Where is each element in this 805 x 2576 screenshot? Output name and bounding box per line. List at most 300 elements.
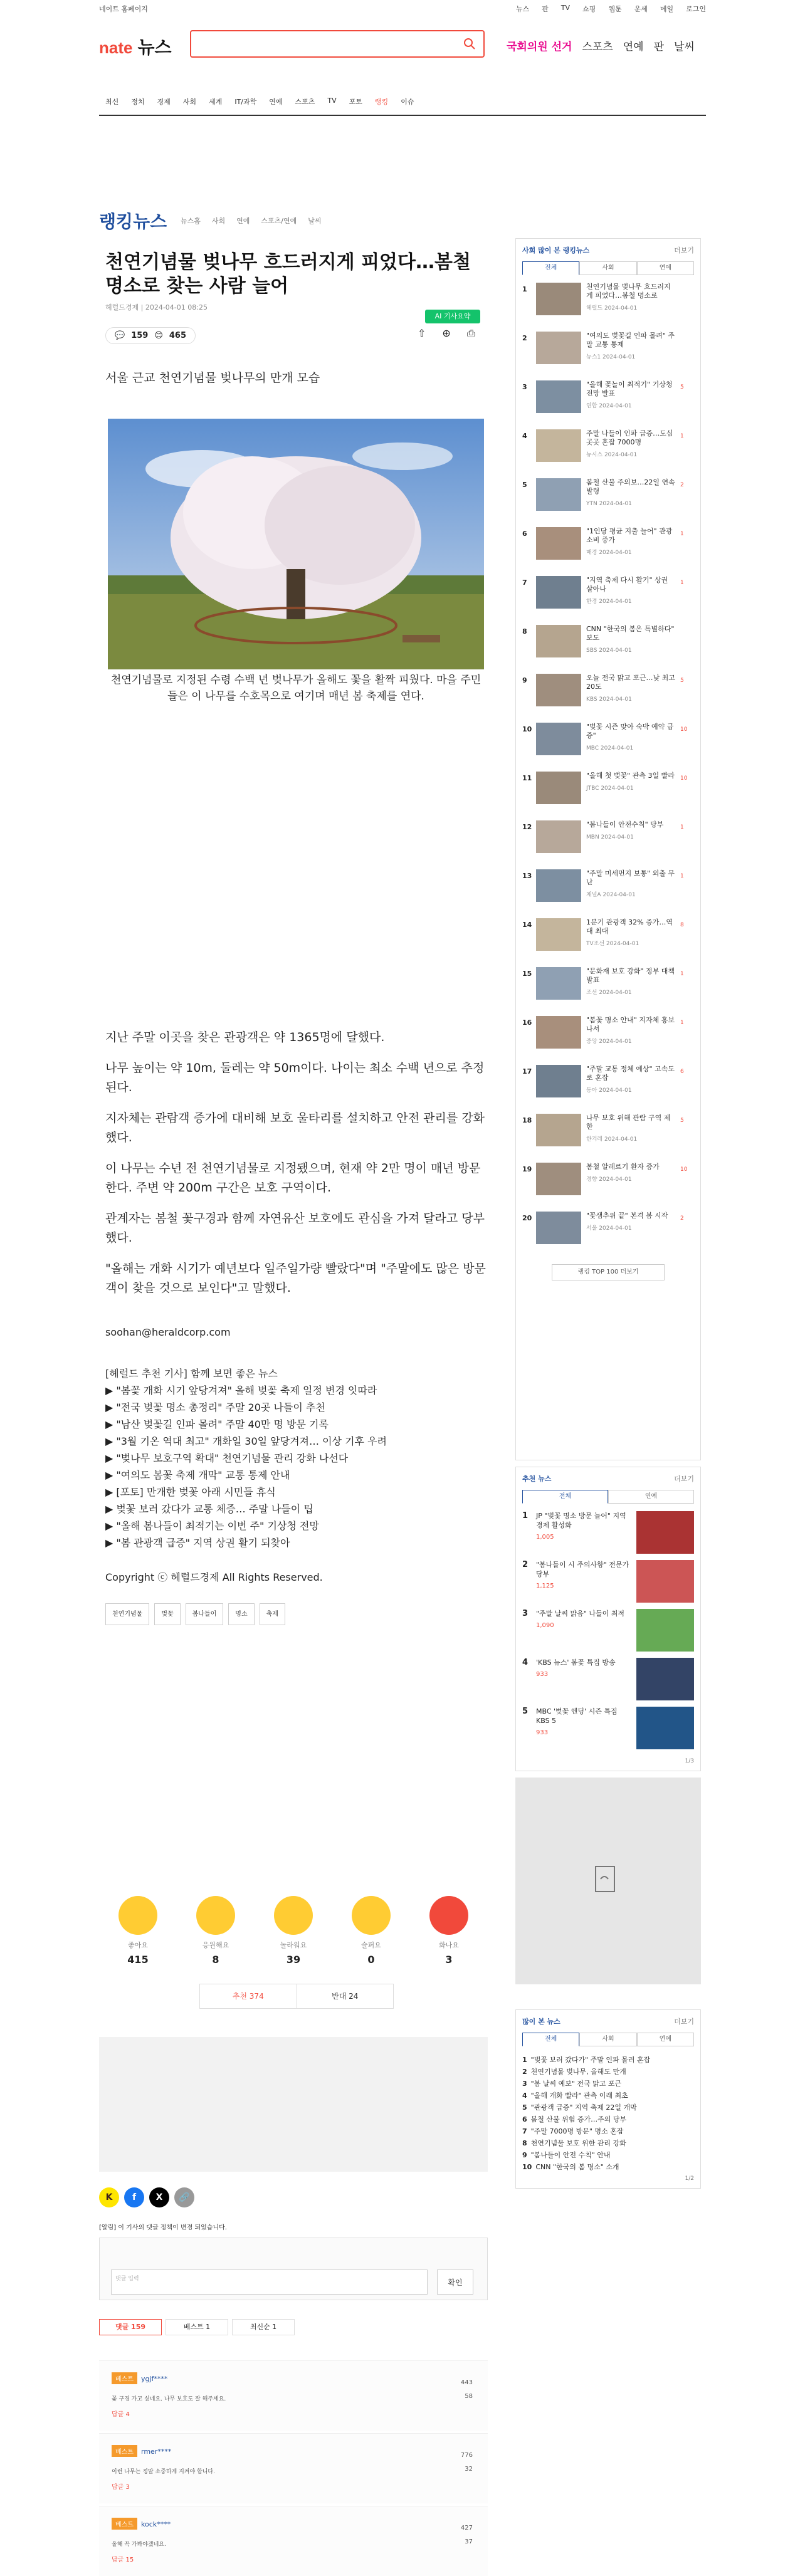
share-bar: [99, 2187, 194, 2207]
rank-text: [586, 1016, 675, 1046]
crumb-item[interactable]: 연예: [236, 217, 250, 225]
nav-item[interactable]: 세계: [209, 98, 223, 106]
rank-thumbnail[interactable]: [536, 772, 581, 804]
rank-source: YTN 2024-04-01: [586, 501, 632, 507]
related-link-text: "봄꽃 개화 시기 앞당겨져" 올해 벚꽃 축제 일정 변경 잇따라: [116, 1385, 377, 1396]
rank-thumbnail[interactable]: [536, 1016, 581, 1049]
copyright: Copyright ⓒ 헤럴드경제 All Rights Reserved.: [105, 1571, 323, 1583]
rank-thumbnail[interactable]: [536, 429, 581, 462]
popular-item[interactable]: [522, 2054, 694, 2066]
link-icon[interactable]: 🔗: [174, 2187, 194, 2207]
nav-item[interactable]: 포토: [349, 98, 362, 106]
entertain-link[interactable]: 연예: [623, 41, 644, 53]
section-header: [99, 207, 706, 232]
rank-number: 9: [522, 676, 527, 684]
nav-item-ranking[interactable]: 랭킹: [374, 98, 389, 106]
side-ad[interactable]: [515, 1778, 701, 1984]
comment-like[interactable]: 427: [460, 2525, 473, 2531]
popular-item[interactable]: [522, 2113, 694, 2125]
ranking-item[interactable]: [522, 772, 694, 820]
logo[interactable]: [99, 34, 172, 59]
ranking-item[interactable]: [522, 576, 694, 625]
crumb-item[interactable]: 뉴스홈: [181, 217, 201, 225]
tab-all[interactable]: 전체: [522, 261, 579, 275]
pop-number: 10: [522, 2163, 532, 2171]
rank-number: 5: [522, 481, 527, 489]
pop-number: 9: [522, 2151, 527, 2159]
rank-thumbnail[interactable]: [536, 283, 581, 315]
tag[interactable]: 천연기념물: [105, 1603, 149, 1625]
rank-source: 연합 2024-04-01: [586, 403, 632, 409]
header-links: [507, 38, 695, 53]
rank-title[interactable]: "여의도 벚꽃길 인파 몰려" 주말 교통 통제: [586, 332, 675, 348]
util-link[interactable]: TV: [560, 4, 571, 12]
rank-thumbnail[interactable]: [536, 332, 581, 364]
comment-author[interactable]: rmer****: [140, 2448, 172, 2456]
reaction-sad[interactable]: [346, 1896, 396, 1966]
recommend-item[interactable]: [522, 1707, 694, 1756]
related-link-text: "올해 봄나들이 최적기는 이번 주" 기상청 전망: [116, 1520, 319, 1532]
rank-thumbnail[interactable]: [536, 674, 581, 706]
rank-title[interactable]: CNN "한국의 봄은 특별하다" 보도: [586, 625, 675, 642]
print-icon[interactable]: ⎙: [466, 327, 475, 339]
comment-dislike[interactable]: 37: [465, 2538, 473, 2545]
popular-item[interactable]: [522, 2090, 694, 2102]
rank-number: 3: [522, 383, 527, 391]
section-title[interactable]: 랭킹뉴스: [99, 211, 167, 232]
ranking-title[interactable]: 사회 많이 본 랭킹뉴스: [522, 246, 590, 254]
facebook-icon[interactable]: f: [124, 2187, 144, 2207]
pop-number: 8: [522, 2139, 527, 2147]
downvote-button[interactable]: 반대 24: [332, 1992, 359, 2001]
rank-text: [586, 967, 675, 997]
nav-item[interactable]: IT/과학: [234, 98, 257, 106]
rank-title[interactable]: "주말 교통 정체 예상" 고속도로 혼잡: [586, 1065, 675, 1082]
comment-submit-button[interactable]: 확인: [437, 2270, 473, 2295]
related-link[interactable]: ▶ "3월 기온 역대 최고" 개화일 30일 앞당겨져… 이상 기후 우려: [105, 1435, 387, 1447]
rank-thumbnail[interactable]: [536, 918, 581, 951]
recommend-pager[interactable]: 1/3: [685, 1758, 694, 1764]
comment-votes: [461, 2521, 473, 2549]
rec-title[interactable]: 'KBS 뉴스' 봄꽃 특집 방송: [536, 1658, 616, 1667]
comment-dislike[interactable]: 58: [465, 2393, 473, 2400]
reaction-count: 39: [286, 1954, 301, 1966]
ranking-item[interactable]: [522, 967, 694, 1016]
rank-title[interactable]: "올해 꽃놀이 최적기" 기상청 전망 발표: [586, 380, 673, 397]
popular-title[interactable]: 많이 본 뉴스: [522, 2018, 560, 2026]
reply-link[interactable]: 답글 15: [112, 2557, 134, 2563]
pop-title: 천연기념물 보호 위한 관리 강화: [530, 2139, 626, 2147]
tab-social[interactable]: 사회: [579, 261, 636, 275]
popular-item[interactable]: [522, 2137, 694, 2149]
ad-banner[interactable]: [99, 2037, 488, 2172]
ranking-item[interactable]: [522, 1163, 694, 1212]
nav-item[interactable]: 연예: [269, 98, 283, 106]
comment-section: [99, 2222, 488, 2576]
util-link[interactable]: 웹툰: [608, 5, 622, 13]
article-tools: [418, 327, 475, 340]
rec-text: [536, 1609, 630, 1658]
rec-number: 5: [522, 1707, 529, 1716]
search-icon[interactable]: [463, 38, 476, 50]
reply-link[interactable]: 답글 4: [112, 2411, 130, 2418]
reaction-count: 415: [127, 1954, 149, 1966]
rank-change: 5: [680, 1118, 684, 1124]
rank-number: 7: [522, 579, 527, 587]
rec-title[interactable]: JP "벚꽃 명소 방문 늘어" 지역 경제 활성화: [536, 1512, 626, 1529]
ranking-item[interactable]: [522, 1212, 694, 1260]
pop-title: "봄 날씨 예보" 전국 맑고 포근: [530, 2080, 622, 2088]
nav-item[interactable]: 사회: [182, 98, 197, 106]
rank-thumbnail[interactable]: [536, 1065, 581, 1097]
kakao-icon[interactable]: K: [99, 2187, 119, 2207]
rank-thumbnail[interactable]: [536, 625, 581, 657]
comment-like[interactable]: 443: [460, 2379, 473, 2386]
tag[interactable]: 명소: [228, 1603, 254, 1625]
rank-text: [586, 723, 675, 753]
related-link[interactable]: ▶ "벚나무 보호구역 확대" 천연기념물 관리 강화 나선다: [105, 1452, 349, 1464]
ranking-item[interactable]: [522, 429, 694, 478]
nav-item[interactable]: 스포츠: [295, 98, 315, 106]
comment-item: [99, 2360, 488, 2431]
article-column: [99, 232, 507, 2563]
rank-title[interactable]: 나무 보호 위해 관람 구역 제한: [586, 1114, 671, 1131]
rank-title[interactable]: "주말 미세먼지 보통" 외출 무난: [586, 869, 675, 886]
rank-thumbnail[interactable]: [536, 820, 581, 853]
recommend-item[interactable]: [522, 1658, 694, 1707]
weather-link[interactable]: 날씨: [674, 41, 695, 53]
vote-bar: [199, 1984, 394, 2009]
comment-author[interactable]: kock****: [140, 2520, 171, 2528]
rec-thumbnail[interactable]: [636, 1511, 694, 1554]
font-size-icon[interactable]: ⊕: [442, 327, 451, 339]
related-link[interactable]: ▶ "올해 봄나들이 최적기는 이번 주" 기상청 전망: [105, 1520, 319, 1532]
login-link[interactable]: 로그인: [686, 5, 706, 13]
related-link[interactable]: ▶ "전국 벚꽃 명소 총정리" 주말 20곳 나들이 추천: [105, 1401, 325, 1413]
rank-thumbnail[interactable]: [536, 1163, 581, 1195]
related-link-text: "벚나무 보호구역 확대" 천연기념물 관리 강화 나선다: [116, 1452, 349, 1464]
rank-source: 동아 2024-04-01: [586, 1087, 632, 1094]
pop-title: "올해 개화 빨라" 관측 이래 최초: [530, 2092, 628, 2100]
tab-all[interactable]: 전체: [522, 1490, 608, 1504]
reaction-label: 응원해요: [202, 1941, 229, 1949]
rank-number: 19: [522, 1165, 532, 1173]
ranking-item[interactable]: [522, 1114, 694, 1163]
comment-dislike[interactable]: 32: [465, 2466, 473, 2473]
pop-number: 5: [522, 2103, 527, 2112]
recommend-more[interactable]: 더보기: [674, 1475, 694, 1483]
tab-ent[interactable]: 연예: [608, 1490, 694, 1504]
util-links: [516, 4, 706, 14]
ranking-tabs: [522, 261, 694, 275]
rank-title[interactable]: "봄나들이 안전수칙" 당부: [586, 820, 664, 829]
surprise-icon: [274, 1896, 313, 1935]
pop-number: 4: [522, 2092, 527, 2100]
ranking-item[interactable]: [522, 820, 694, 869]
pop-title: CNN "한국의 봄 명소" 소개: [535, 2163, 619, 2171]
article-paragraph: 관계자는 봄철 꽃구경과 함께 자연유산 보호에도 관심을 가져 달라고 당부했다.: [105, 1212, 485, 1245]
rank-change: 1: [680, 873, 684, 879]
rank-number: 2: [522, 334, 527, 342]
x-icon[interactable]: X: [149, 2187, 169, 2207]
sports-link[interactable]: 스포츠: [582, 41, 613, 53]
ranking-more-button[interactable]: 랭킹 TOP 100 더보기: [552, 1264, 665, 1280]
rank-title[interactable]: "벚꽃 시즌 맞아 숙박 예약 급증": [586, 723, 674, 740]
rec-title[interactable]: "주말 날씨 맑음" 나들이 최적: [536, 1610, 624, 1618]
rank-title[interactable]: 봄철 알레르기 환자 증가: [586, 1163, 660, 1171]
rank-thumbnail[interactable]: [536, 723, 581, 755]
ranking-item[interactable]: [522, 674, 694, 723]
rank-title[interactable]: 주말 나들이 인파 급증…도심 곳곳 혼잡 7000명: [586, 429, 673, 446]
crumb-item[interactable]: 날씨: [308, 217, 322, 225]
rank-thumbnail[interactable]: [536, 967, 581, 1000]
ranking-list: [522, 283, 694, 1260]
util-link[interactable]: 운세: [634, 5, 648, 13]
rank-number: 15: [522, 970, 532, 978]
ranking-item[interactable]: [522, 869, 694, 918]
ranking-header: [522, 245, 694, 255]
comment-like[interactable]: 776: [460, 2452, 473, 2459]
popular-header: [522, 2016, 694, 2026]
upvote-button[interactable]: 추천 374: [200, 1984, 297, 2008]
reply-link[interactable]: 답글 3: [112, 2484, 130, 2491]
tag[interactable]: 벚꽃: [154, 1603, 180, 1625]
related-link[interactable]: ▶ 벚꽃 보러 갔다가 교통 체증… 주말 나들이 팁: [105, 1503, 313, 1515]
rank-change: 1: [680, 1020, 684, 1026]
rank-title[interactable]: 천연기념물 벚나무 흐드러지게 피었다…봄철 명소로: [586, 283, 671, 300]
rank-number: 12: [522, 823, 532, 831]
ranking-item[interactable]: [522, 478, 694, 527]
related-articles: [105, 1365, 488, 1625]
rec-number: 3: [522, 1609, 529, 1618]
rank-thumbnail[interactable]: [536, 527, 581, 560]
rank-text: [586, 1212, 675, 1233]
rank-title[interactable]: "올해 첫 벚꽃" 관측 3일 빨라: [586, 772, 675, 780]
popular-item[interactable]: [522, 2066, 694, 2078]
pop-number: 7: [522, 2127, 527, 2135]
comment-input[interactable]: [111, 2270, 428, 2295]
rank-text: [586, 869, 675, 899]
related-link[interactable]: ▶ "여의도 봄꽃 축제 개막" 교통 통제 안내: [105, 1469, 290, 1481]
rank-thumbnail[interactable]: [536, 576, 581, 609]
related-link-text: "3월 기온 역대 최고" 개화일 30일 앞당겨져… 이상 기후 우려: [116, 1435, 387, 1447]
comment-tabs: [99, 2319, 488, 2335]
rank-change: 10: [680, 775, 688, 782]
rank-number: 17: [522, 1067, 532, 1076]
reaction-count: 0: [367, 1954, 375, 1966]
rec-thumbnail[interactable]: [636, 1707, 694, 1749]
nav-item[interactable]: 정치: [131, 98, 145, 106]
nav-item[interactable]: TV: [327, 97, 337, 105]
rank-number: 6: [522, 530, 527, 538]
reaction-label: 슬퍼요: [361, 1941, 381, 1949]
tag[interactable]: 축제: [260, 1603, 285, 1625]
ranking-item[interactable]: [522, 1016, 694, 1065]
search-input[interactable]: [190, 30, 485, 58]
ranking-item[interactable]: [522, 625, 694, 674]
logo-nate: nate: [99, 38, 133, 57]
tab-social[interactable]: 사회: [579, 2033, 636, 2046]
rank-title[interactable]: 오늘 전국 맑고 포근…낮 최고 20도: [586, 674, 675, 691]
pop-title: "관광객 급증" 지역 축제 22일 개막: [530, 2103, 637, 2112]
article-paragraph: 지난 주말 이곳을 찾은 관광객은 약 1365명에 달했다.: [105, 1030, 385, 1044]
comment-text: 꽃 구경 가고 싶네요. 나무 보호도 잘 해주세요.: [112, 2396, 226, 2402]
ranking-box: [515, 238, 701, 1460]
rank-title[interactable]: "꽃샘추위 끝" 본격 봄 시작: [586, 1212, 668, 1220]
article-stats: [105, 327, 196, 344]
rank-source: 뉴스1 2024-04-01: [586, 354, 636, 360]
util-link[interactable]: 판: [542, 5, 549, 13]
rank-change: [680, 283, 694, 286]
recommend-item[interactable]: [522, 1560, 694, 1609]
like-icon: 😊: [154, 331, 163, 340]
related-link[interactable]: ▶ "봄 관광객 급증" 지역 상권 활기 되찾아: [105, 1537, 290, 1549]
rank-source: MBN 2024-04-01: [586, 834, 634, 840]
crumb-item[interactable]: 사회: [211, 217, 226, 225]
comment-icon: 💬: [115, 331, 125, 340]
header: [99, 25, 706, 63]
ranking-item[interactable]: [522, 527, 694, 576]
util-link[interactable]: 메일: [660, 5, 674, 13]
stats-chip[interactable]: [105, 327, 196, 344]
popular-item[interactable]: [522, 2078, 694, 2090]
tag[interactable]: 봄나들이: [186, 1603, 224, 1625]
recommend-header: [522, 1474, 694, 1484]
rank-title[interactable]: "봄꽃 명소 안내" 지자체 홍보 나서: [586, 1016, 675, 1033]
rank-title[interactable]: "1인당 평균 지출 늘어" 관광 소비 증가: [586, 527, 673, 544]
rank-thumbnail[interactable]: [536, 869, 581, 902]
rank-title[interactable]: "지역 축제 다시 활기" 상권 살아나: [586, 576, 668, 593]
nav-item[interactable]: 이슈: [401, 98, 414, 106]
article-body-2: [105, 1028, 488, 1309]
rank-text: [586, 625, 675, 655]
popular-tabs: [522, 2033, 694, 2046]
popular-item[interactable]: [522, 2125, 694, 2137]
reaction-cheer[interactable]: [191, 1896, 241, 1966]
rank-text: [586, 1065, 675, 1095]
ranking-item[interactable]: [522, 380, 694, 429]
related-link[interactable]: ▶ "봄꽃 개화 시기 앞당겨져" 올해 벚꽃 축제 일정 변경 잇따라: [105, 1385, 377, 1396]
rank-text: [586, 1163, 675, 1184]
nav-item[interactable]: 최신: [105, 98, 119, 106]
logo-news: 뉴스: [137, 37, 172, 58]
rank-text: [586, 576, 675, 606]
rec-thumbnail[interactable]: [636, 1560, 694, 1603]
util-link[interactable]: 뉴스: [515, 5, 530, 13]
ranking-more[interactable]: 더보기: [674, 246, 694, 254]
share-icon[interactable]: ⇧: [418, 327, 426, 339]
tab-latest-comments[interactable]: 최신순 1: [232, 2319, 295, 2335]
rank-number: 16: [522, 1018, 532, 1027]
rank-source: TV조선 2024-04-01: [586, 941, 639, 947]
rec-title[interactable]: "봄나들이 시 주의사항" 전문가 당부: [536, 1561, 629, 1578]
best-badge: 베스트: [112, 2445, 137, 2457]
rec-text: [536, 1658, 630, 1707]
top-bar: [99, 0, 706, 14]
comment-author[interactable]: ygjf****: [140, 2375, 168, 2383]
recommend-item[interactable]: [522, 1609, 694, 1658]
popular-more[interactable]: 더보기: [674, 2018, 694, 2026]
related-link[interactable]: ▶ "남산 벚꽃길 인파 몰려" 주말 40만 명 방문 기록: [105, 1418, 329, 1430]
comment-votes: [461, 2449, 473, 2476]
rank-title[interactable]: "문화재 보호 강화" 정부 대책 발표: [586, 967, 675, 984]
rank-change: 10: [680, 726, 688, 733]
ranking-item[interactable]: [522, 332, 694, 380]
email[interactable]: soohan@heraldcorp.com: [105, 1326, 231, 1338]
rank-thumbnail[interactable]: [536, 1212, 581, 1244]
rec-title[interactable]: MBC '벚꽃 엔딩' 시즌 특집 KBS 5: [536, 1707, 618, 1725]
recommend-item[interactable]: [522, 1511, 694, 1560]
rank-title[interactable]: 봄철 산불 주의보…22일 연속 발령: [586, 478, 675, 495]
ranking-item[interactable]: [522, 723, 694, 772]
reaction-surprise[interactable]: [268, 1896, 318, 1966]
election-link[interactable]: 국회의원 선거: [507, 41, 572, 53]
recommend-title[interactable]: 추천 뉴스: [522, 1475, 552, 1483]
rank-source: 뉴시스 2024-04-01: [586, 452, 638, 458]
rank-change: 8: [680, 922, 684, 928]
rec-thumbnail[interactable]: [636, 1609, 694, 1652]
rec-text: [536, 1707, 630, 1756]
popular-item[interactable]: [522, 2102, 694, 2113]
util-link[interactable]: 쇼핑: [582, 5, 596, 13]
ranking-item[interactable]: [522, 918, 694, 967]
tab-best-comments[interactable]: 베스트 1: [166, 2319, 228, 2335]
rank-text: [586, 772, 675, 793]
article-title: 천연기념물 벚나무 흐드러지게 피었다…봄철 명소로 찾는 사람 늘어: [105, 251, 471, 297]
tab-all-comments[interactable]: 댓글 159: [99, 2319, 162, 2335]
comment-notice: [알림] 이 기사의 댓글 정책이 변경 되었습니다.: [99, 2224, 227, 2231]
pann-link[interactable]: 판: [653, 41, 665, 53]
rank-change: 5: [680, 384, 684, 390]
photo-caption: 천연기념물로 지정된 수령 수백 년 벚나무가 올해도 꽃을 활짝 피웠다. 마을 주민들은 이 나무를 수호목으로 여기며 매년 봄 축제를 연다.: [110, 674, 481, 703]
rank-change: 1: [680, 824, 684, 830]
rank-text: [586, 1114, 675, 1144]
nav-item[interactable]: 경제: [157, 98, 171, 106]
comment-text: 이런 나무는 정말 소중하게 지켜야 합니다.: [112, 2469, 215, 2475]
reaction-like[interactable]: [113, 1896, 163, 1966]
sad-icon: [352, 1896, 391, 1935]
related-link[interactable]: ▶ [포토] 만개한 벚꽃 아래 시민들 휴식: [105, 1486, 276, 1498]
reaction-label: 좋아요: [128, 1941, 148, 1949]
rank-number: 4: [522, 432, 527, 440]
popular-item[interactable]: [522, 2149, 694, 2161]
ai-summary-button[interactable]: AI 기사요약: [425, 310, 480, 323]
best-badge: 베스트: [112, 2372, 137, 2384]
reporter-email: [105, 1322, 488, 1353]
rank-number: 1: [522, 285, 527, 293]
rank-thumbnail[interactable]: [536, 380, 581, 413]
popular-pager[interactable]: 1/2: [685, 2175, 694, 2182]
article-paragraph: 지자체는 관람객 증가에 대비해 보호 울타리를 설치하고 안전 관리를 강화했다.: [105, 1111, 485, 1144]
rank-thumbnail[interactable]: [536, 1114, 581, 1146]
home-link[interactable]: 네이트 홈페이지: [99, 5, 148, 13]
tab-ent[interactable]: 연예: [637, 261, 694, 275]
rec-thumbnail[interactable]: [636, 1658, 694, 1700]
like-count: 465: [169, 331, 187, 340]
popular-item[interactable]: [522, 2161, 694, 2173]
tab-all[interactable]: 전체: [522, 2033, 579, 2046]
crumb-item[interactable]: 스포츠/연예: [261, 217, 297, 225]
rank-thumbnail[interactable]: [536, 478, 581, 511]
rank-number: 10: [522, 725, 532, 733]
rank-title[interactable]: 1분기 관광객 32% 증가…역대 최대: [586, 918, 673, 935]
tab-ent[interactable]: 연예: [637, 2033, 694, 2046]
comment-count: 159: [131, 331, 149, 340]
article-body: [105, 369, 488, 399]
ranking-item[interactable]: [522, 283, 694, 332]
ranking-item[interactable]: [522, 1065, 694, 1114]
reaction-angry[interactable]: [424, 1896, 474, 1966]
